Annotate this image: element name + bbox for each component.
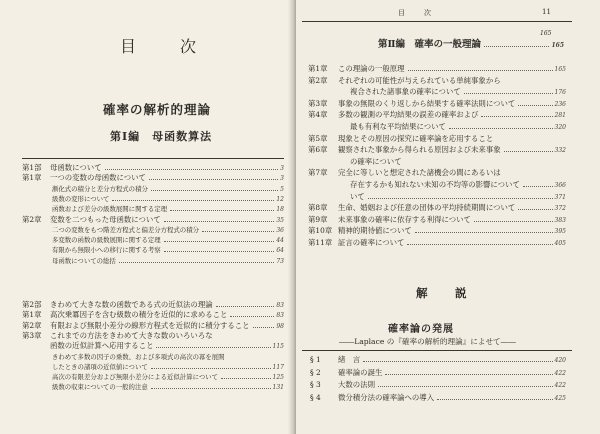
entry-title: いて — [350, 191, 365, 201]
leader-dots — [105, 169, 279, 170]
page-number: 3 — [280, 175, 284, 183]
leader-dots — [481, 116, 552, 117]
leader-dots — [518, 209, 552, 210]
toc-row — [310, 368, 566, 379]
toc-row — [308, 180, 566, 191]
page-number: 371 — [554, 193, 566, 201]
chapter-number: 第1部 — [22, 163, 42, 172]
leader-dots — [518, 105, 552, 106]
leader-dots — [164, 221, 275, 222]
toc-row — [308, 157, 566, 167]
toc-row — [308, 215, 566, 226]
chapter-number: § 1 — [310, 355, 321, 364]
page-number: 125 — [272, 374, 284, 382]
chapter-number: § 3 — [310, 380, 321, 390]
chapter-number: 第4章 — [308, 110, 328, 120]
leader-dots — [112, 200, 274, 201]
chapter-number: 第11章 — [308, 238, 333, 247]
entry-title: きわめて多数の因子の乗数、および多項式の高次の冪を展開 — [52, 352, 225, 361]
page-number: 422 — [554, 369, 566, 377]
commentary-heading: 解 説 — [416, 286, 475, 300]
running-head: 目 次 — [398, 9, 437, 17]
essay-title: 確率論の発展 — [388, 324, 454, 335]
chapter-number: 第10章 — [308, 226, 333, 236]
entry-title: 現象とその原因の探究に確率論を応用すること — [338, 133, 494, 143]
page-number: 405 — [554, 240, 566, 247]
toc-row — [308, 145, 566, 156]
page-number: 35 — [276, 216, 284, 224]
entry-title: 緒 言 — [338, 355, 361, 364]
entry-title: これまでの方法をきわめて大きな数のいろいろな — [50, 330, 213, 340]
chapter-number: 第1章 — [22, 173, 42, 183]
leader-dots — [149, 179, 278, 180]
leader-dots — [464, 93, 553, 94]
page-number: 395 — [554, 228, 566, 236]
entry-title: 事象の無限のくり返しから結果する確率法則について — [338, 98, 516, 108]
entry-title: 存在するかも知れない未知の不均等の影響について — [350, 180, 520, 189]
entry-title: 漸化式の積分と差分方程式の積分 — [52, 184, 148, 193]
chapter-number: 第2部 — [22, 300, 42, 309]
leader-dots — [449, 128, 553, 129]
page-number: 420 — [554, 357, 566, 364]
right-page — [296, 0, 600, 434]
part-heading: 第Ⅰ編 母函数算法 — [110, 130, 213, 143]
chapter-number: 第1章 — [22, 310, 42, 320]
leader-dots — [151, 190, 278, 191]
essay-divider — [302, 350, 572, 351]
toc-title: 目 次 — [120, 37, 211, 56]
leader-dots — [378, 386, 553, 387]
leader-dots — [363, 361, 552, 362]
entry-title: 級数の収束についての一般的注意 — [52, 383, 148, 392]
toc-row — [52, 256, 284, 267]
entry-title: 最も有利な平均結果について — [350, 122, 446, 131]
entry-title: 微分積分法の確率論への導入 — [338, 392, 435, 402]
page-number: 320 — [554, 124, 566, 131]
page-number: 281 — [554, 112, 566, 120]
leader-dots — [164, 241, 275, 242]
chapter-number: 第3章 — [22, 330, 42, 340]
toc-row — [308, 168, 566, 178]
leader-dots — [407, 244, 552, 245]
chapter-number: 第9章 — [308, 214, 328, 224]
leader-dots — [119, 262, 275, 263]
page-number: 64 — [276, 247, 284, 255]
entry-title: 函数および差分の級数展開に関する定理 — [52, 205, 168, 214]
toc-row — [310, 355, 566, 366]
page-number: 44 — [276, 237, 284, 245]
page-number: 165 — [551, 42, 564, 49]
chapter-number: § 4 — [310, 392, 321, 402]
part2-heading: 第Ⅱ編 確率の一般理論 — [378, 39, 482, 50]
leader-dots — [151, 388, 271, 389]
toc-row — [308, 192, 566, 203]
chapter-number: 第3章 — [308, 98, 328, 108]
page-number: 422 — [554, 382, 566, 390]
page-number: 165 — [554, 66, 566, 73]
chapter-number: 第1章 — [308, 64, 328, 73]
toc-row — [308, 134, 566, 144]
entry-title: の確率について — [350, 156, 402, 166]
leader-dots — [216, 306, 275, 307]
leader-dots — [408, 70, 553, 71]
chapter-number: 第6章 — [308, 145, 328, 155]
entry-title: 母函数について — [50, 163, 102, 172]
page-number: 131 — [272, 384, 284, 392]
toc-row — [310, 380, 566, 391]
entry-title: 母函数についての総括 — [52, 256, 116, 265]
entry-title: 完全に等しいと想定された諸機会の間にあるいは — [338, 168, 501, 178]
toc-row — [308, 122, 566, 133]
toc-row — [310, 393, 566, 404]
leader-dots — [437, 399, 552, 400]
entry-title: 証言の確率について — [338, 238, 405, 247]
page-number: 83 — [276, 312, 284, 320]
entry-title: 有限から無限小への移行に関する考察 — [52, 246, 161, 255]
entry-title: 複合された諸事象の確率について — [350, 87, 461, 97]
leader-dots — [156, 347, 270, 348]
page-number: 3 — [280, 165, 284, 172]
entry-title: この理論の一般原理 — [338, 64, 405, 73]
toc-row — [22, 331, 284, 341]
leader-dots — [253, 327, 275, 328]
folio: 11 — [542, 8, 551, 16]
entry-title: 函数の近似計算へ応用すること — [50, 341, 154, 351]
toc-row — [308, 110, 566, 121]
entry-title: したときの諸項の近似値について — [52, 362, 148, 371]
toc-row — [308, 226, 566, 237]
leader-dots — [221, 378, 271, 379]
leader-dots — [484, 46, 549, 47]
entry-title: 多変数の函数の級数展開に関する定理 — [52, 236, 161, 245]
page-number: 5 — [280, 185, 284, 193]
page-number: 425 — [554, 394, 566, 402]
toc-row — [308, 76, 566, 86]
entry-title: 観察された事象から得られる原因および未来事象 — [338, 145, 501, 155]
divider — [22, 158, 284, 159]
page-number: 176 — [554, 89, 566, 97]
part-heading-row — [378, 40, 564, 51]
leader-dots — [151, 368, 271, 369]
book-title: 確率の解析的理論 — [103, 102, 212, 117]
entry-title: 確率論の誕生 — [338, 367, 383, 377]
page-number: 115 — [272, 343, 284, 351]
entry-title: 多数の観測の平均結果の誤差の確率および — [338, 110, 479, 120]
entry-title: 変数を二つもった母函数について — [50, 214, 161, 224]
page-number: 117 — [272, 363, 284, 371]
page-number: 18 — [276, 206, 284, 214]
chapter-number: 第2章 — [22, 320, 42, 330]
left-page — [0, 0, 294, 434]
entry-title: 高次の有限差分および無限小差分による近似計算について — [52, 373, 219, 382]
toc-row — [308, 87, 566, 98]
entry-title: 二つの変数をもつ階差方程式と偏差分方程式の積分 — [52, 225, 199, 234]
page-number: 73 — [276, 257, 284, 265]
entry-title: 一つの変数の母函数について — [50, 173, 146, 183]
entry-title: 大数の法則 — [338, 380, 375, 390]
toc-row — [52, 382, 284, 393]
entry-title: それぞれの可能性が与えられている単純事象から — [338, 75, 501, 85]
page-number: 383 — [554, 216, 566, 224]
leader-dots — [523, 186, 553, 187]
leader-dots — [415, 232, 553, 233]
chapter-number: 第2章 — [22, 214, 42, 224]
leader-dots — [504, 151, 553, 152]
page-number: 83 — [276, 302, 284, 309]
chapter-number: 第8章 — [308, 203, 328, 213]
page-number: 372 — [554, 205, 566, 213]
toc-row — [308, 99, 566, 110]
entry-title: 高次乗冪因子を含む級数の積分を近似的に求めること — [50, 310, 228, 320]
toc-row — [52, 352, 284, 362]
leader-dots — [385, 374, 552, 375]
page-number: 236 — [554, 100, 566, 108]
entry-title: 未来事象の確率に依存する利得について — [338, 214, 471, 224]
toc-row — [308, 238, 566, 249]
entry-title: 有限および無限小差分の線形方程式を近似的に積分すること — [50, 320, 250, 330]
chapter-number: 第2章 — [308, 75, 328, 85]
entry-title: きわめて大きな数の函数である式の近似法の理論 — [50, 300, 213, 309]
chapter-number: § 2 — [310, 367, 321, 377]
leader-dots — [474, 221, 553, 222]
page-number: 366 — [554, 182, 566, 189]
header-rule — [302, 21, 572, 22]
page-number: 332 — [554, 147, 566, 155]
essay-subtitle: ――Laplace の『確率の解析的理論』によせて―― — [339, 337, 516, 346]
entry-title: 精神的期待値について — [338, 226, 412, 236]
toc-row — [308, 64, 566, 75]
chapter-number: 第7章 — [308, 168, 328, 178]
entry-title: 級数の変形について — [52, 194, 110, 203]
entry-title: 生命、婚姻および任意の団体の平均持続期間について — [338, 203, 516, 213]
top-page-number: 165 — [540, 30, 552, 37]
toc-row — [308, 203, 566, 214]
leader-dots — [230, 316, 274, 317]
page-number: 36 — [276, 226, 284, 234]
page-number: 98 — [276, 322, 284, 330]
leader-dots — [164, 251, 275, 252]
leader-dots — [368, 198, 553, 199]
page-number: 12 — [276, 195, 284, 203]
leader-dots — [170, 210, 274, 211]
chapter-number: 第5章 — [308, 133, 328, 143]
leader-dots — [202, 231, 274, 232]
